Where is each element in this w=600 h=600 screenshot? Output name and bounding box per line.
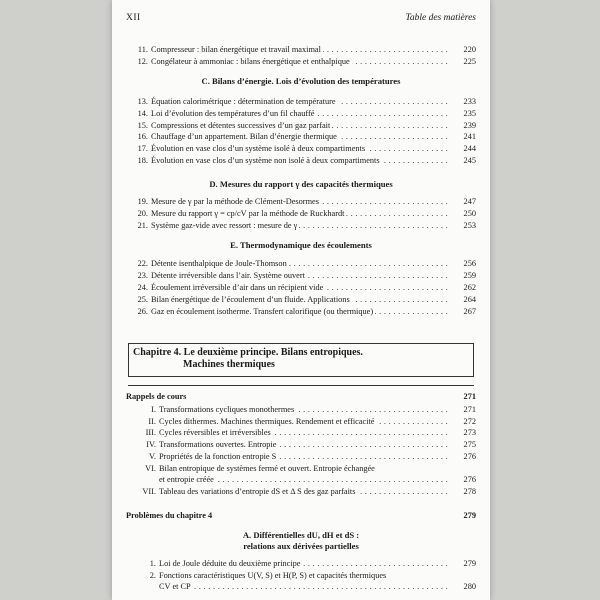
entry-number: IV.	[146, 440, 156, 450]
entry-number: 21.	[137, 221, 148, 230]
entry-title: Détente isenthalpique de Joule-Thomson	[151, 259, 287, 268]
entry-number: 14.	[137, 108, 148, 118]
entry-page: 239	[463, 120, 476, 130]
entry-title: Propriétés de la fonction entropie S	[159, 451, 277, 461]
toc-entry[interactable]	[126, 510, 476, 521]
toc-entry[interactable]	[126, 486, 476, 497]
entry-number: 26.	[137, 306, 148, 316]
entry-title: Problèmes du chapitre 4	[126, 511, 213, 520]
entry-page: 278	[463, 486, 476, 496]
section-heading-a-line1: A. Différentielles dU, dH et dS :	[242, 530, 360, 540]
entry-number: 25.	[137, 294, 148, 304]
entry-number: VI.	[145, 463, 156, 473]
book-page	[112, 0, 490, 600]
entry-title: Cycles réversibles et irréversibles	[159, 428, 271, 438]
entry-title: Détente irréversible dans l’air. Système ouvert	[151, 270, 305, 280]
entry-page: 256	[463, 259, 476, 268]
toc-entry[interactable]	[126, 294, 476, 305]
toc-entry[interactable]	[126, 439, 476, 450]
entry-page: 244	[463, 144, 476, 154]
toc-entry[interactable]	[126, 570, 476, 581]
section-heading-d: D. Mesures du rapport γ des capacités thermiques	[209, 179, 393, 189]
entry-title: Compresseur : bilan énergétique et travail maximal	[151, 45, 321, 54]
entry-title: Chauffage d’un appartement. Bilan d’énergie thermique	[151, 132, 337, 142]
entry-title: et entropie créée	[159, 475, 214, 485]
toc-entry[interactable]	[126, 391, 476, 402]
entry-title: Congélateur à ammoniac : bilans énergétique et enthalpique	[151, 57, 350, 66]
chapter-title-line1: Chapitre 4. Le deuxième principe. Bilans entropiques.	[133, 347, 363, 358]
toc-entry[interactable]	[126, 108, 476, 119]
toc-entry[interactable]	[126, 155, 476, 166]
chapter-heading-box	[128, 343, 474, 377]
page-number: XII	[126, 13, 141, 23]
entry-title: Évolution en vase clos d’un système isolé à deux compartiments	[151, 144, 366, 154]
toc-entry[interactable]	[126, 581, 476, 592]
entry-page: 241	[463, 132, 476, 142]
toc-entry[interactable]	[126, 416, 476, 427]
entry-number: 2.	[149, 570, 156, 580]
entry-number: 23.	[137, 270, 148, 280]
toc-entry[interactable]	[126, 208, 476, 219]
toc-entry[interactable]	[126, 282, 476, 293]
entry-page: 280	[463, 582, 476, 591]
entry-number: 11.	[137, 45, 148, 54]
entry-title: Loi d’évolution des températures d’un fil chauffé	[151, 108, 315, 118]
section-heading-a-line2: relations aux dérivées partielles	[243, 541, 359, 551]
toc-entry[interactable]	[126, 143, 476, 154]
running-title: Table des matières	[405, 13, 476, 23]
toc-entry[interactable]	[126, 220, 476, 231]
entry-page: 279	[463, 559, 476, 568]
entry-title: Mesure du rapport γ = cp/cV par la méthode de Ruckhardt	[151, 209, 345, 218]
entry-number: III.	[145, 428, 156, 438]
entry-number: 16.	[137, 132, 148, 142]
entry-number: 15.	[137, 120, 148, 130]
entry-title: Loi de Joule déduite du deuxième principe	[159, 559, 301, 568]
entry-title: Transformations ouvertes. Entropie	[159, 440, 277, 450]
entry-title: Équation calorimétrique : détermination de température	[151, 97, 336, 106]
entry-title: Bilan entropique de systèmes fermé et ouvert. Entropie échangée	[159, 463, 375, 473]
entry-number: V.	[149, 451, 156, 461]
entry-title: Cycles dithermes. Machines thermiques. Rendement et efficacité	[159, 416, 375, 426]
entry-page: 245	[463, 156, 476, 165]
entry-page: 220	[463, 45, 476, 54]
entry-title: Compressions et détentes successives d’un gaz parfait	[151, 120, 331, 130]
entry-title: Rappels de cours	[126, 392, 187, 401]
entry-number: 18.	[137, 156, 148, 165]
entry-page: 247	[463, 197, 476, 206]
entry-number: I.	[151, 405, 156, 414]
toc-entry[interactable]	[126, 474, 476, 485]
toc-entry[interactable]	[126, 258, 476, 269]
entry-number: II.	[148, 416, 156, 426]
entry-title: Bilan énergétique de l’écoulement d’un fluide. Applications	[151, 294, 350, 304]
entry-page: 276	[463, 451, 476, 461]
entry-page: 264	[463, 294, 476, 304]
entry-page: 235	[463, 108, 476, 118]
toc-entry[interactable]	[126, 120, 476, 131]
entry-page: 271	[463, 392, 476, 401]
entry-page: 267	[463, 306, 476, 316]
toc-entry[interactable]	[126, 270, 476, 281]
chapter-divider	[128, 385, 474, 386]
toc-entry[interactable]	[126, 558, 476, 569]
section-heading-c: C. Bilans d’énergie. Lois d’évolution des températures	[201, 76, 401, 86]
toc-entry[interactable]	[126, 451, 476, 462]
page-header	[126, 13, 476, 27]
entry-title: CV et CP	[159, 582, 191, 591]
toc-entry[interactable]	[126, 404, 476, 415]
entry-page: 273	[463, 428, 476, 438]
entry-title: Fonctions caractéristiques U(V, S) et H(P, S) et capacités thermiques	[159, 570, 387, 580]
entry-page: 271	[463, 405, 476, 414]
toc-entry[interactable]	[126, 306, 476, 317]
entry-page: 272	[463, 416, 476, 426]
toc-entry[interactable]	[126, 44, 476, 55]
chapter-title-line2: Machines thermiques	[183, 359, 275, 370]
entry-title: Gaz en écoulement isotherme. Transfert calorifique (ou thermique)	[151, 306, 374, 316]
entry-page: 225	[463, 57, 476, 66]
entry-page: 279	[463, 511, 476, 520]
entry-title: Système gaz-vide avec ressort : mesure de γ	[151, 221, 298, 230]
entry-number: 20.	[137, 209, 148, 218]
entry-number: 13.	[137, 97, 148, 106]
entry-number: 24.	[137, 282, 148, 292]
entry-title: Évolution en vase clos d’un système non isolé à deux compartiments	[151, 156, 380, 165]
entry-number: VII.	[142, 486, 156, 496]
entry-title: Transformations cycliques monothermes	[159, 405, 295, 414]
entry-page: 250	[463, 209, 476, 218]
entry-title: Écoulement irréversible d’air dans un récipient vide	[151, 282, 324, 292]
entry-page: 253	[463, 221, 476, 230]
entry-number: 1.	[149, 559, 156, 568]
toc-entry[interactable]	[126, 56, 476, 67]
toc-entry[interactable]	[126, 196, 476, 207]
entry-number: 19.	[137, 197, 148, 206]
toc-entry[interactable]	[126, 131, 476, 142]
entry-number: 17.	[137, 144, 148, 154]
toc-entry[interactable]	[126, 463, 476, 474]
section-heading-e: E. Thermodynamique des écoulements	[230, 240, 372, 250]
entry-number: 12.	[137, 57, 148, 66]
toc-entry[interactable]	[126, 96, 476, 107]
entry-page: 275	[463, 440, 476, 450]
entry-page: 262	[463, 282, 476, 292]
entry-title: Mesure de γ par la méthode de Clément-Desormes	[151, 197, 319, 206]
entry-title: Tableau des variations d’entropie dS et Δ S des gaz parfaits	[159, 486, 356, 496]
entry-number: 22.	[137, 259, 148, 268]
toc-entry[interactable]	[126, 427, 476, 438]
entry-page: 259	[463, 270, 476, 280]
entry-page: 276	[463, 475, 476, 485]
entry-page: 233	[463, 97, 476, 106]
